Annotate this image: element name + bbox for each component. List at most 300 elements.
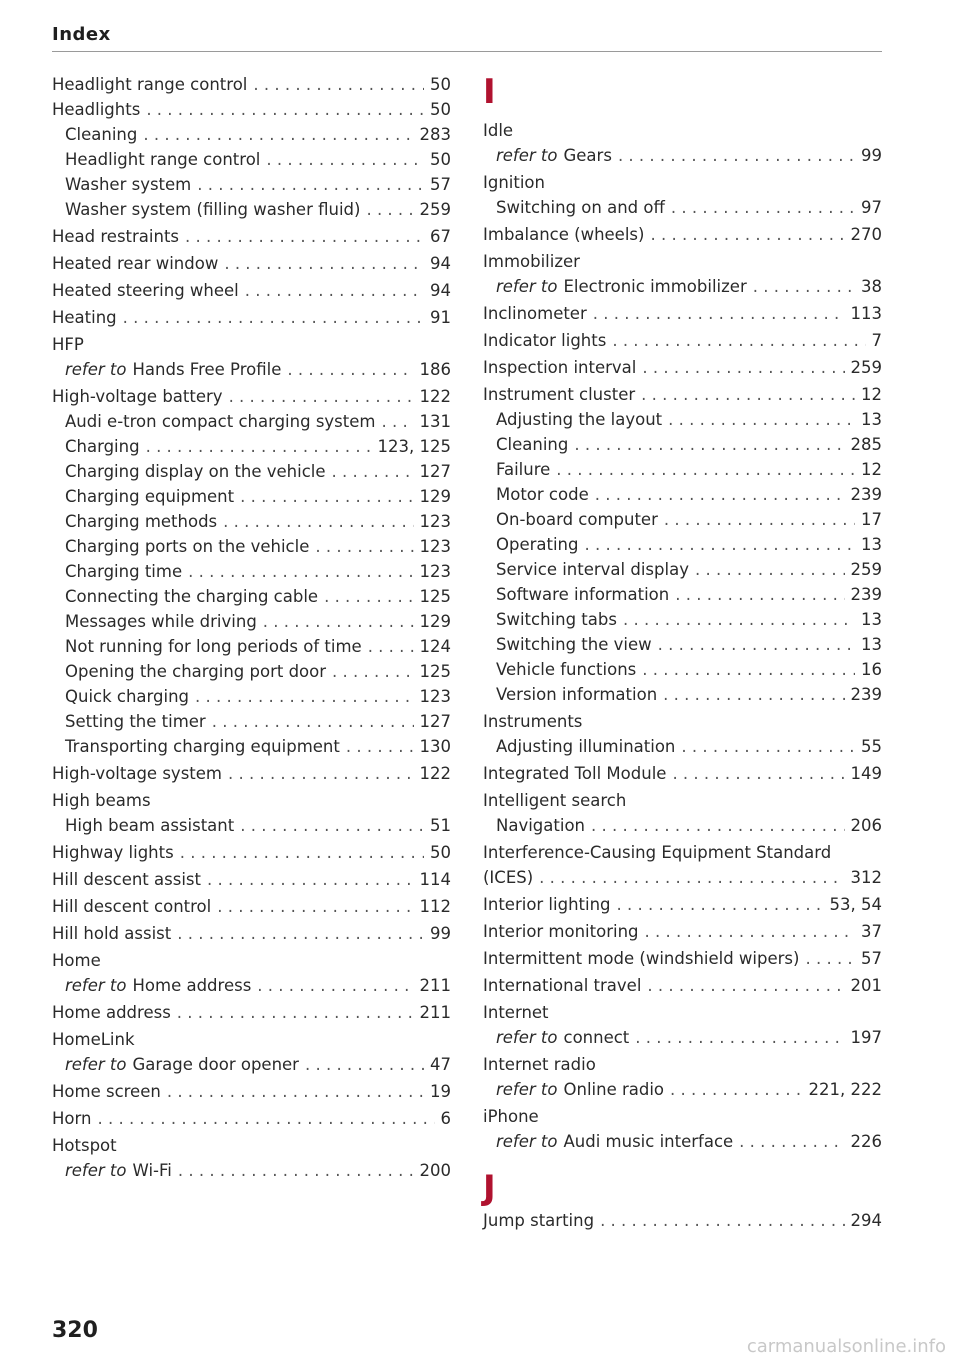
entry-page: 13 xyxy=(861,535,882,554)
entry-page: 12 xyxy=(861,460,882,479)
entry-page: 113 xyxy=(850,304,882,323)
index-entry xyxy=(52,305,451,330)
entry-label xyxy=(483,709,582,734)
entry-page: 149 xyxy=(850,764,882,783)
dot-leader xyxy=(228,761,414,786)
entry-term: Horn xyxy=(52,1109,92,1128)
entry-term: Integrated Toll Module xyxy=(483,764,667,783)
entry-label xyxy=(483,865,533,890)
entry-term: Inspection interval xyxy=(483,358,637,377)
index-entry xyxy=(483,1052,882,1077)
dot-leader xyxy=(240,484,413,509)
entry-page: 6 xyxy=(440,1109,451,1128)
entry-page: 13 xyxy=(861,635,882,654)
index-entry xyxy=(483,919,882,944)
entry-page: 50 xyxy=(430,75,451,94)
index-entry xyxy=(52,921,451,946)
entry-term: Heated steering wheel xyxy=(52,281,239,300)
dot-leader xyxy=(223,509,413,534)
dot-leader xyxy=(177,921,424,946)
entry-page: 51 xyxy=(430,816,451,835)
index-entry xyxy=(52,224,451,249)
index-entry xyxy=(483,170,882,195)
index-entry xyxy=(52,251,451,276)
index-entry xyxy=(52,122,451,147)
entry-page: 239 xyxy=(850,685,882,704)
dot-leader xyxy=(664,507,855,532)
entry-term: Heating xyxy=(52,308,117,327)
entry-label xyxy=(496,195,665,220)
dot-leader xyxy=(366,197,413,222)
entry-term: Charging xyxy=(65,437,140,456)
entry-term: Cleaning xyxy=(496,435,569,454)
entry-term: International travel xyxy=(483,976,642,995)
entry-term: connect xyxy=(563,1028,630,1047)
entry-term: Instruments xyxy=(483,712,583,731)
entry-label xyxy=(496,657,636,682)
entry-label xyxy=(496,457,550,482)
index-entry xyxy=(483,328,882,353)
entry-label xyxy=(496,1077,664,1102)
index-entry xyxy=(483,457,882,482)
entry-term: Highway lights xyxy=(52,843,174,862)
dot-leader xyxy=(346,734,414,759)
entry-term: Home xyxy=(52,951,101,970)
entry-label xyxy=(52,332,84,357)
entry-term: Interior monitoring xyxy=(483,922,639,941)
index-entry xyxy=(483,1129,882,1154)
index-entry xyxy=(52,734,451,759)
index-entry xyxy=(52,894,451,919)
letter-heading-j: J xyxy=(483,1168,496,1208)
entry-page: 97 xyxy=(861,198,882,217)
index-entry xyxy=(483,301,882,326)
dot-leader xyxy=(212,709,414,734)
entry-page: 200 xyxy=(419,1161,451,1180)
entry-term: Hands Free Profile xyxy=(132,360,282,379)
entry-label xyxy=(496,482,589,507)
entry-label xyxy=(52,1079,161,1104)
entry-term: Audi music interface xyxy=(563,1132,734,1151)
entry-page: 259 xyxy=(850,358,882,377)
entry-page: 259 xyxy=(419,200,451,219)
entry-page: 226 xyxy=(850,1132,882,1151)
entry-label xyxy=(52,921,171,946)
index-entry xyxy=(483,222,882,247)
index-entry xyxy=(52,409,451,434)
dot-leader xyxy=(266,147,424,172)
dot-leader xyxy=(672,761,844,786)
entry-term: Operating xyxy=(496,535,579,554)
entry-term: Adjusting illumination xyxy=(496,737,676,756)
entry-term: Jump starting xyxy=(483,1211,595,1230)
index-entry xyxy=(483,507,882,532)
entry-page: 38 xyxy=(861,277,882,296)
refer-to-text: refer to xyxy=(496,1080,558,1099)
entry-term: Home screen xyxy=(52,1082,161,1101)
entry-label xyxy=(483,355,636,380)
entry-label xyxy=(483,170,545,195)
entry-label xyxy=(496,813,585,838)
entry-label xyxy=(65,459,326,484)
index-entry xyxy=(483,432,882,457)
entry-page: 13 xyxy=(861,610,882,629)
index-entry xyxy=(483,382,882,407)
entry-page: 285 xyxy=(850,435,882,454)
index-entry xyxy=(483,1104,882,1129)
entry-page: 50 xyxy=(430,150,451,169)
dot-leader xyxy=(668,407,855,432)
dot-leader xyxy=(663,682,844,707)
entry-page: 130 xyxy=(419,737,451,756)
index-entry xyxy=(483,813,882,838)
entry-term: Connecting the charging cable xyxy=(65,587,319,606)
index-entry xyxy=(52,1027,451,1052)
entry-term: Hill descent assist xyxy=(52,870,201,889)
index-entry xyxy=(483,1077,882,1102)
entry-page: 122 xyxy=(419,387,451,406)
index-entry xyxy=(483,118,882,143)
entry-label xyxy=(52,894,211,919)
dot-leader xyxy=(240,813,424,838)
dot-leader xyxy=(253,72,424,97)
entry-page: 99 xyxy=(430,924,451,943)
entry-page: 124 xyxy=(419,637,451,656)
dot-leader xyxy=(224,251,424,276)
dot-leader xyxy=(381,409,413,434)
dot-leader xyxy=(623,607,855,632)
entry-label xyxy=(496,507,658,532)
entry-page: 12 xyxy=(861,385,882,404)
dot-leader xyxy=(368,634,414,659)
dot-leader xyxy=(612,328,865,353)
watermark: carmanualsonline.info xyxy=(746,1336,946,1357)
entry-label xyxy=(65,409,375,434)
dot-leader xyxy=(670,1077,803,1102)
entry-page: 221, 222 xyxy=(808,1080,882,1099)
entry-term: Washer system (filling washer fluid) xyxy=(65,200,361,219)
entry-label xyxy=(65,709,206,734)
entry-label xyxy=(496,632,652,657)
index-entry xyxy=(483,946,882,971)
entry-page: 125 xyxy=(419,587,451,606)
entry-label xyxy=(65,634,362,659)
entry-term: Hill descent control xyxy=(52,897,212,916)
index-entry xyxy=(483,249,882,274)
entry-label xyxy=(52,72,247,97)
entry-term: Immobilizer xyxy=(483,252,580,271)
index-entry xyxy=(52,97,451,122)
entry-page: 67 xyxy=(430,227,451,246)
entry-label xyxy=(52,1027,135,1052)
dot-leader xyxy=(305,1052,424,1077)
index-entry xyxy=(52,1133,451,1158)
entry-term: Adjusting the layout xyxy=(496,410,663,429)
index-entry xyxy=(483,607,882,632)
entry-term: Interference-Causing Equipment Standard xyxy=(483,843,832,862)
section-title: Index xyxy=(52,24,111,45)
entry-term: Home address xyxy=(132,976,252,995)
index-entry xyxy=(52,684,451,709)
entry-term: Version information xyxy=(496,685,658,704)
entry-label xyxy=(65,1158,172,1183)
refer-to-text: refer to xyxy=(496,1028,558,1047)
entry-label xyxy=(52,278,239,303)
entry-label xyxy=(496,432,568,457)
entry-term: Indicator lights xyxy=(483,331,607,350)
entry-page: 47 xyxy=(430,1055,451,1074)
entry-label xyxy=(65,122,137,147)
index-entry xyxy=(52,332,451,357)
entry-term: Software information xyxy=(496,585,670,604)
entry-term: Intelligent search xyxy=(483,791,627,810)
index-entry xyxy=(52,434,451,459)
entry-page: 239 xyxy=(850,585,882,604)
entry-page: 123 xyxy=(419,537,451,556)
page-header xyxy=(52,24,882,52)
entry-term: Service interval display xyxy=(496,560,689,579)
entry-page: 17 xyxy=(861,510,882,529)
entry-label xyxy=(52,1106,91,1131)
entry-term: iPhone xyxy=(483,1107,539,1126)
entry-label xyxy=(483,1052,596,1077)
entry-label xyxy=(65,973,251,998)
entry-label xyxy=(52,788,151,813)
index-entry xyxy=(483,532,882,557)
entry-label xyxy=(65,684,189,709)
entry-label xyxy=(65,1052,299,1077)
index-entry xyxy=(52,172,451,197)
entry-term: Quick charging xyxy=(65,687,190,706)
index-entry xyxy=(483,1000,882,1025)
entry-label xyxy=(65,509,217,534)
index-entry xyxy=(52,788,451,813)
entry-label xyxy=(496,532,579,557)
dot-leader xyxy=(195,684,413,709)
letter-heading-i: I xyxy=(483,72,496,112)
dot-leader xyxy=(539,865,844,890)
entry-term: Switching the view xyxy=(496,635,652,654)
dot-leader xyxy=(681,734,855,759)
entry-term: Idle xyxy=(483,121,514,140)
dot-leader xyxy=(178,1158,414,1183)
entry-label xyxy=(52,251,218,276)
index-entry xyxy=(52,72,451,97)
entry-term: Navigation xyxy=(496,816,585,835)
entry-term: Home address xyxy=(52,1003,171,1022)
index-entry xyxy=(483,557,882,582)
index-entry xyxy=(52,973,451,998)
dot-leader xyxy=(197,172,424,197)
index-entry xyxy=(52,197,451,222)
entry-page: 129 xyxy=(419,612,451,631)
index-entry xyxy=(52,1052,451,1077)
index-entry xyxy=(52,559,451,584)
refer-to-text: refer to xyxy=(65,360,127,379)
index-entry xyxy=(52,459,451,484)
index-entry xyxy=(52,509,451,534)
index-entry xyxy=(52,1106,451,1131)
entry-term: Switching on and off xyxy=(496,198,665,217)
entry-page: 294 xyxy=(850,1211,882,1230)
index-entry xyxy=(483,973,882,998)
dot-leader xyxy=(207,867,414,892)
index-entry xyxy=(52,147,451,172)
entry-label xyxy=(52,840,174,865)
entry-page: 123 xyxy=(419,562,451,581)
entry-label xyxy=(496,682,657,707)
entry-label xyxy=(483,222,644,247)
entry-term: Interior lighting xyxy=(483,895,611,914)
entry-term: Inclinometer xyxy=(483,304,587,323)
dot-leader xyxy=(324,584,413,609)
entry-page: 50 xyxy=(430,100,451,119)
entry-page: 57 xyxy=(430,175,451,194)
dot-leader xyxy=(645,919,855,944)
entry-label xyxy=(65,357,281,382)
entry-label xyxy=(483,301,587,326)
dot-leader xyxy=(229,384,414,409)
entry-label xyxy=(65,434,140,459)
entry-term: Motor code xyxy=(496,485,589,504)
page-number: 320 xyxy=(52,1318,98,1343)
entry-term: High-voltage system xyxy=(52,764,222,783)
entry-label xyxy=(65,534,309,559)
entry-page: 270 xyxy=(850,225,882,244)
entry-page: 114 xyxy=(419,870,451,889)
index-entry xyxy=(483,274,882,299)
entry-label xyxy=(483,761,666,786)
index-entry xyxy=(483,195,882,220)
entry-label xyxy=(483,382,635,407)
entry-term: Ignition xyxy=(483,173,545,192)
index-entry xyxy=(483,865,882,890)
index-entry xyxy=(52,948,451,973)
entry-term: Failure xyxy=(496,460,551,479)
index-entry xyxy=(52,357,451,382)
dot-leader xyxy=(618,143,855,168)
index-entry xyxy=(52,609,451,634)
entry-page: 19 xyxy=(430,1082,451,1101)
index-entry xyxy=(483,788,882,813)
index-entry xyxy=(52,659,451,684)
index-list-i xyxy=(483,118,882,1154)
entry-term: Imbalance (wheels) xyxy=(483,225,645,244)
dot-leader xyxy=(658,632,855,657)
entry-label xyxy=(496,143,612,168)
entry-label xyxy=(483,1104,539,1129)
index-entry xyxy=(483,709,882,734)
entry-label xyxy=(52,761,222,786)
entry-page: 239 xyxy=(850,485,882,504)
entry-label xyxy=(52,1000,171,1025)
entry-page: 131 xyxy=(419,412,451,431)
index-entry xyxy=(483,761,882,786)
entry-term: (ICES) xyxy=(483,868,534,887)
entry-label xyxy=(65,147,260,172)
dot-leader xyxy=(167,1079,424,1104)
entry-label xyxy=(483,328,606,353)
entry-label xyxy=(496,1129,733,1154)
entry-term: High beam assistant xyxy=(65,816,235,835)
entry-term: Wi-Fi xyxy=(132,1161,172,1180)
refer-to-text: refer to xyxy=(65,976,127,995)
entry-label xyxy=(483,1208,594,1233)
dot-leader xyxy=(332,659,413,684)
entry-page: 211 xyxy=(419,976,451,995)
dot-leader xyxy=(263,609,414,634)
entry-label xyxy=(52,384,223,409)
index-entry xyxy=(52,384,451,409)
dot-leader xyxy=(595,482,845,507)
index-entry xyxy=(52,709,451,734)
dot-leader xyxy=(635,1025,844,1050)
entry-term: Audi e-tron compact charging system xyxy=(65,412,376,431)
entry-label xyxy=(65,609,257,634)
entry-term: Online radio xyxy=(563,1080,665,1099)
entry-term: Headlight range control xyxy=(52,75,248,94)
entry-page: 123 xyxy=(419,687,451,706)
entry-label xyxy=(483,249,580,274)
index-list-j xyxy=(483,1208,882,1233)
dot-leader xyxy=(753,274,855,299)
entry-label xyxy=(483,1000,549,1025)
dot-leader xyxy=(650,222,844,247)
dot-leader xyxy=(642,657,855,682)
entry-label xyxy=(496,1025,629,1050)
index-entry xyxy=(483,482,882,507)
entry-label xyxy=(65,197,360,222)
dot-leader xyxy=(245,278,424,303)
index-entry xyxy=(52,484,451,509)
entry-page: 127 xyxy=(419,712,451,731)
index-entry xyxy=(483,657,882,682)
entry-label xyxy=(483,788,626,813)
dot-leader xyxy=(617,892,824,917)
dot-leader xyxy=(671,195,855,220)
index-entry xyxy=(483,355,882,380)
entry-page: 211 xyxy=(419,1003,451,1022)
dot-leader xyxy=(574,432,844,457)
entry-term: Garage door opener xyxy=(132,1055,299,1074)
entry-page: 55 xyxy=(861,737,882,756)
entry-term: Internet xyxy=(483,1003,549,1022)
index-entry xyxy=(483,407,882,432)
entry-page: 197 xyxy=(850,1028,882,1047)
entry-page: 7 xyxy=(871,331,882,350)
entry-label xyxy=(483,973,641,998)
entry-term: Electronic immobilizer xyxy=(563,277,747,296)
dot-leader xyxy=(185,224,424,249)
index-entry xyxy=(483,582,882,607)
index-entry xyxy=(483,632,882,657)
entry-label xyxy=(52,1133,117,1158)
entry-page: 50 xyxy=(430,843,451,862)
dot-leader xyxy=(805,946,855,971)
index-entry xyxy=(52,813,451,838)
dot-leader xyxy=(287,357,413,382)
entry-page: 112 xyxy=(419,897,451,916)
index-entry xyxy=(52,1079,451,1104)
entry-page: 53, 54 xyxy=(829,895,882,914)
index-entry xyxy=(52,1158,451,1183)
entry-page: 283 xyxy=(419,125,451,144)
entry-label xyxy=(496,582,669,607)
dot-leader xyxy=(97,1106,434,1131)
entry-term: Transporting charging equipment xyxy=(65,737,340,756)
dot-leader xyxy=(556,457,855,482)
entry-page: 94 xyxy=(430,281,451,300)
